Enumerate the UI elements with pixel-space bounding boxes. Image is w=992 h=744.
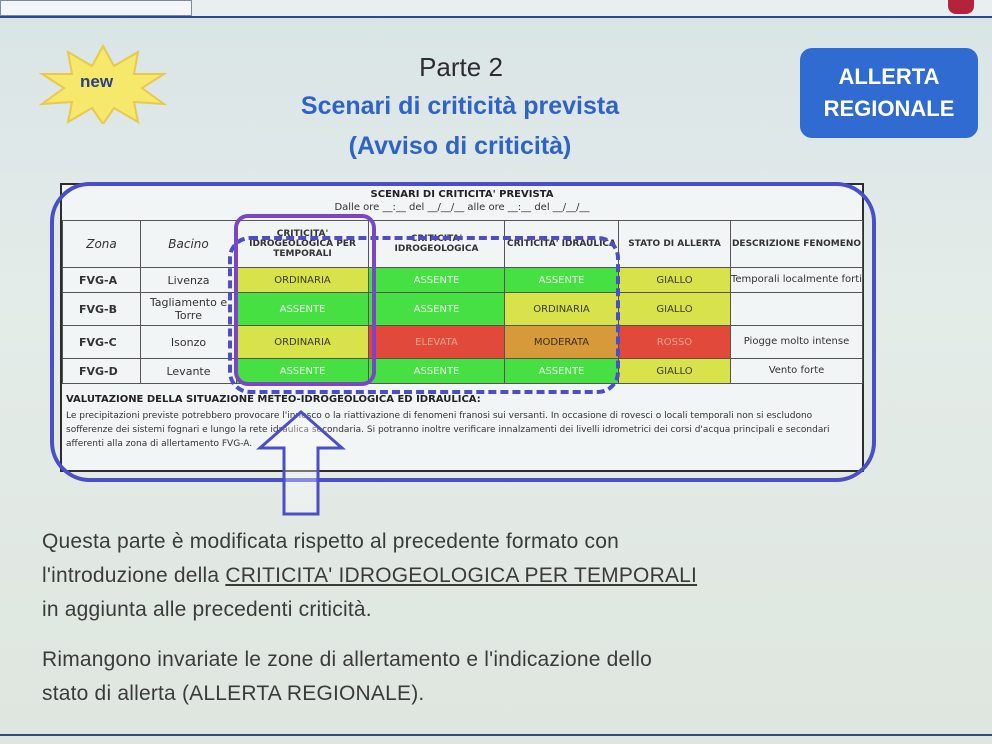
temporali-cell: ORDINARIA — [237, 326, 369, 359]
temporali-column-highlight — [234, 214, 376, 386]
valutazione-text: Le precipitazioni previste potrebbero provocare l'innesco o la riattivazione di fenomeni franosi sui versanti. In occasione di rovesci o locali temporali non si escludono sofferenze dei sistemi fognari e lungo la rete idraulica secondaria. Si potranno inoltre verificare innalzamenti dei livelli idrometrici dei corsi d'acqua principali e secondari afferenti alla zona di allertamento FVG-A. — [66, 411, 830, 449]
body-line-1: Questa parte è modificata rispetto al precedente formato con — [42, 530, 619, 553]
bottom-divider — [0, 734, 992, 736]
header-bacino: Bacino — [141, 221, 237, 268]
zone-cell: FVG-C — [63, 326, 141, 359]
criticita-temporali-underlined: CRITICITA' IDROGEOLOGICA PER TEMPORALI — [225, 564, 698, 587]
idraulica-cell: ASSENTE — [505, 359, 619, 384]
header-stato-allerta: STATO DI ALLERTA — [619, 221, 731, 268]
idrogeologica-cell: ASSENTE — [369, 268, 505, 293]
header-criticita-idrogeologica: CRITICITA' IDROGEOLOGICA — [369, 221, 505, 268]
stato-cell: GIALLO — [619, 268, 731, 293]
descrizione-cell: Vento forte — [731, 359, 863, 384]
header-criticita-idraulica: CRITICITA' IDRAULICA — [505, 221, 619, 268]
document-date-range: Dalle ore __:__ del __/__/__ alle ore __:__ del __/__/__ — [334, 202, 590, 213]
temporali-cell: ASSENTE — [237, 359, 369, 384]
body-line-3: in aggiunta alle precedenti criticità. — [42, 598, 372, 621]
idrogeologica-cell: ELEVATA — [369, 326, 505, 359]
idraulica-cell: ASSENTE — [505, 268, 619, 293]
idraulica-cell: MODERATA — [505, 326, 619, 359]
descrizione-cell: Piogge molto intense — [731, 326, 863, 359]
header-zona: Zona — [63, 221, 141, 268]
part-number: Parte 2 — [419, 52, 503, 82]
stato-cell: GIALLO — [619, 293, 731, 326]
allerta-regionale-box — [800, 48, 978, 138]
body-line-4: Rimangono invariate le zone di allertamento e l'indicazione dello — [42, 648, 653, 671]
basin-cell: Livenza — [141, 268, 237, 293]
stato-cell: ROSSO — [619, 326, 731, 359]
zone-cell: FVG-D — [63, 359, 141, 384]
body-line-2-prefix: l'introduzione della — [42, 564, 226, 587]
zone-cell: FVG-A — [63, 268, 141, 293]
slide-title: Scenari di criticità prevista — [300, 92, 620, 120]
region-emblem — [948, 0, 974, 14]
zone-cell: FVG-B — [63, 293, 141, 326]
allerta-line1: ALLERTA — [838, 64, 940, 89]
basin-cell: Levante — [141, 359, 237, 384]
document-title: SCENARI DI CRITICITA' PREVISTA — [370, 189, 554, 200]
new-badge-label: new — [80, 72, 114, 91]
stato-cell: GIALLO — [619, 359, 731, 384]
idrogeologica-cell: ASSENTE — [369, 359, 505, 384]
descrizione-cell: Temporali localmente forti — [731, 268, 863, 293]
allerta-line2: REGIONALE — [823, 96, 955, 121]
body-line-2 — [42, 564, 922, 588]
idrogeologica-cell: ASSENTE — [369, 293, 505, 326]
basin-cell: Isonzo — [141, 326, 237, 359]
temporali-cell: ASSENTE — [237, 293, 369, 326]
valutazione-title: VALUTAZIONE DELLA SITUAZIONE METEO-IDROGEOLOGICA ED IDRAULICA: — [66, 394, 481, 405]
basin-cell: Tagliamento e Torre — [141, 293, 237, 326]
header-logo-box — [0, 0, 192, 16]
up-arrow-icon — [256, 408, 346, 518]
header-bar — [0, 0, 992, 18]
temporali-cell: ORDINARIA — [237, 268, 369, 293]
header-criticita-temporali: CRITICITA' IDROGEOLOGICA PER TEMPORALI — [237, 221, 369, 268]
header-descrizione: DESCRIZIONE FENOMENO — [731, 221, 863, 268]
idraulica-cell: ORDINARIA — [505, 293, 619, 326]
slide-subtitle: (Avviso di criticità) — [348, 132, 572, 160]
body-line-5: stato di allerta (ALLERTA REGIONALE). — [42, 682, 425, 705]
